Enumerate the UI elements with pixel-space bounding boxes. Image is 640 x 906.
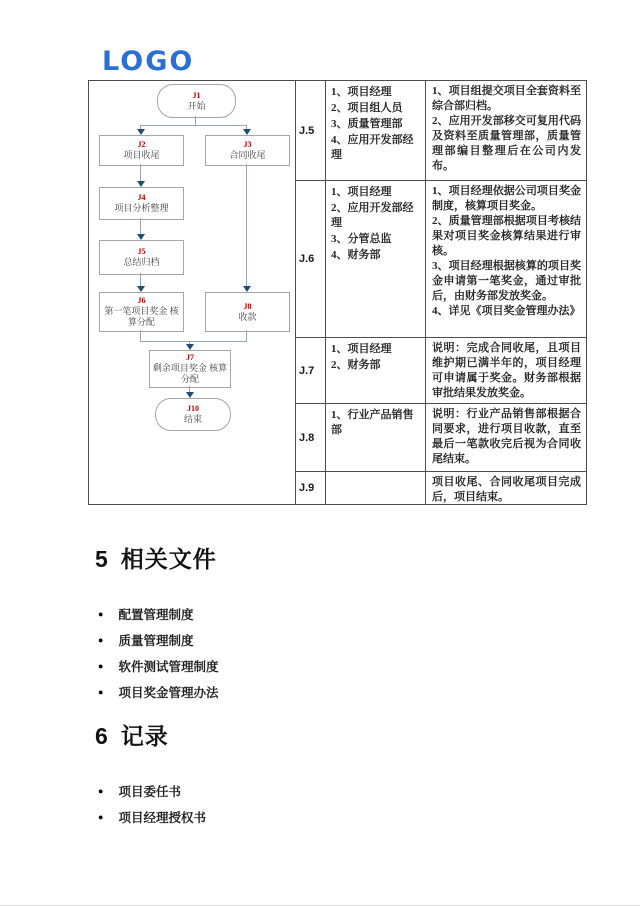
flow-node-j2 xyxy=(99,135,184,166)
flow-node-j5 xyxy=(99,240,184,275)
flow-node-id: J2 xyxy=(137,140,146,149)
row-id: J.8 xyxy=(299,431,315,444)
participant: 1、项目经理 xyxy=(331,86,392,98)
participant: 1、项目经理 xyxy=(331,186,392,198)
flow-node-j8 xyxy=(205,292,290,332)
list-item xyxy=(95,679,218,705)
flow-node-id: J7 xyxy=(186,353,194,362)
description-item: 3、项目经理根据核算的项目奖金申请第一笔奖金，通过审批后，由财务部发放奖金。 xyxy=(432,260,581,302)
description-item: 2、应用开发部移交可复用代码及资料至质量管理部，质量管理部编目整理后在公司内发布。 xyxy=(432,115,581,172)
arrowhead-j3 xyxy=(243,129,251,135)
flow-node-label: 合同收尾 xyxy=(229,150,266,160)
participant: 2、财务部 xyxy=(331,359,381,371)
participant: 3、质量管理部 xyxy=(331,118,403,130)
description-cell xyxy=(426,472,586,504)
description-item: 2、质量管理部根据项目考核结果对项目奖金核算结果进行审核。 xyxy=(432,215,581,257)
participant: 4、应用开发部经理 xyxy=(331,134,414,161)
flow-node-j4 xyxy=(99,187,184,220)
section-number: 6 xyxy=(95,723,109,749)
row-id-cell xyxy=(296,338,326,404)
section-records xyxy=(95,718,206,830)
section-title: 记录 xyxy=(120,723,169,749)
list-item-label: 项目经理授权书 xyxy=(118,811,206,825)
participant: 1、行业产品销售部 xyxy=(331,409,414,436)
description-item: 项目收尾、合同收尾项目完成后，项目结束。 xyxy=(432,476,581,503)
participant: 2、项目组人员 xyxy=(331,102,403,114)
flow-node-id: J3 xyxy=(243,140,252,149)
connector-j5-j6 xyxy=(140,273,141,287)
list-item-label: 配置管理制度 xyxy=(118,608,194,622)
description-cell xyxy=(426,404,586,472)
bullet-icon: ● xyxy=(98,812,104,822)
bullet-icon: ● xyxy=(98,609,104,619)
flowchart-panel xyxy=(89,81,296,504)
section-heading xyxy=(95,718,206,751)
description-item: 说明：行业产品销售部根据合同要求，进行项目收款，直至最后一笔款收完后视为合同收尾结束。 xyxy=(432,408,581,465)
connector-j8-merge xyxy=(246,330,247,341)
connector-j3-j8 xyxy=(246,164,247,287)
description-item: 1、项目经理依据公司项目奖金制度，核算项目奖金。 xyxy=(432,185,581,212)
connector-merge-horizontal xyxy=(140,341,247,342)
section-number: 5 xyxy=(95,546,109,572)
participants-cell xyxy=(326,181,426,338)
flow-node-j7 xyxy=(149,350,231,388)
arrowhead-j2 xyxy=(137,129,145,135)
section-title: 相关文件 xyxy=(120,546,217,572)
process-table xyxy=(88,80,587,505)
flow-node-id: J8 xyxy=(243,301,252,311)
company-logo: LOGO xyxy=(102,46,195,77)
arrowhead-j4 xyxy=(137,181,145,187)
list-item xyxy=(95,778,206,804)
bullet-icon: ● xyxy=(98,786,104,796)
flow-node-label: 总结归档 xyxy=(123,257,160,267)
connector-j2-j4 xyxy=(140,164,141,182)
flow-node-j3 xyxy=(205,135,290,166)
flow-node-label: 结束 xyxy=(183,414,202,424)
connector-j6-merge xyxy=(140,330,141,341)
arrowhead-j5 xyxy=(137,234,145,240)
flow-node-label: 剩余项目奖金 核算分配 xyxy=(152,363,228,384)
flow-node-j6 xyxy=(99,292,184,332)
participant: 4、财务部 xyxy=(331,249,381,261)
description-item: 4、详见《项目奖金管理办法》 xyxy=(432,305,581,317)
list-item xyxy=(95,653,218,679)
arrowhead-j6 xyxy=(137,286,145,292)
flow-node-label: 第一笔项目奖金 核算分配 xyxy=(104,306,179,327)
row-id: J.6 xyxy=(299,253,315,265)
flow-node-label: 项目收尾 xyxy=(123,150,160,160)
participant: 2、应用开发部经理 xyxy=(331,202,414,229)
row-id-cell xyxy=(296,81,326,181)
description-item: 1、项目组提交项目全套资料至综合部归档。 xyxy=(432,85,581,112)
flow-node-label: 开始 xyxy=(187,100,206,111)
connector-split-horizontal xyxy=(140,125,247,126)
row-id-cell xyxy=(296,472,326,504)
list-item-label: 项目奖金管理办法 xyxy=(118,686,219,700)
connector-start-split xyxy=(195,116,196,125)
flow-node-id: J6 xyxy=(137,296,146,305)
row-id: J.7 xyxy=(299,364,315,377)
arrowhead-j7 xyxy=(186,344,194,350)
participants-cell xyxy=(326,404,426,472)
list-item-label: 软件测试管理制度 xyxy=(118,660,219,674)
row-id-cell xyxy=(296,181,326,338)
description-cell xyxy=(426,338,586,404)
participants-cell xyxy=(326,81,426,181)
list-item xyxy=(95,601,218,627)
list-item-label: 质量管理制度 xyxy=(118,634,194,648)
connector-j4-j5 xyxy=(140,218,141,235)
list-item-label: 项目委任书 xyxy=(118,785,181,799)
arrowhead-j8 xyxy=(243,286,251,292)
flow-node-id: J4 xyxy=(137,193,146,202)
arrowhead-end xyxy=(186,392,194,398)
description-item: 说明：完成合同收尾，且项目维护期已满半年的，项目经理可申请属于奖金。财务部根据审批结果发放奖金。 xyxy=(432,342,581,399)
participants-cell xyxy=(326,338,426,404)
description-cell xyxy=(426,181,586,338)
participant: 3、分管总监 xyxy=(331,233,392,245)
participants-cell xyxy=(326,472,426,504)
row-id-cell xyxy=(296,404,326,472)
row-id: J.5 xyxy=(299,124,315,137)
description-cell xyxy=(426,81,586,181)
flow-node-label: 收款 xyxy=(238,311,257,322)
flow-node-label: 项目分析整理 xyxy=(114,203,169,213)
bullet-icon: ● xyxy=(98,661,104,671)
bullet-list xyxy=(95,778,206,830)
flow-node-id: J10 xyxy=(187,404,199,413)
list-item xyxy=(95,627,218,653)
bullet-icon: ● xyxy=(98,635,104,645)
flow-node-start xyxy=(157,84,236,118)
section-heading xyxy=(95,541,218,574)
flow-node-end xyxy=(155,398,231,431)
participant: 1、项目经理 xyxy=(331,343,392,355)
list-item xyxy=(95,804,206,830)
section-related-documents xyxy=(95,541,218,705)
bullet-icon: ● xyxy=(98,687,104,697)
flow-node-id: J1 xyxy=(192,90,201,100)
flow-node-id: J5 xyxy=(137,247,146,256)
bullet-list xyxy=(95,601,218,705)
row-id: J.9 xyxy=(299,482,315,494)
